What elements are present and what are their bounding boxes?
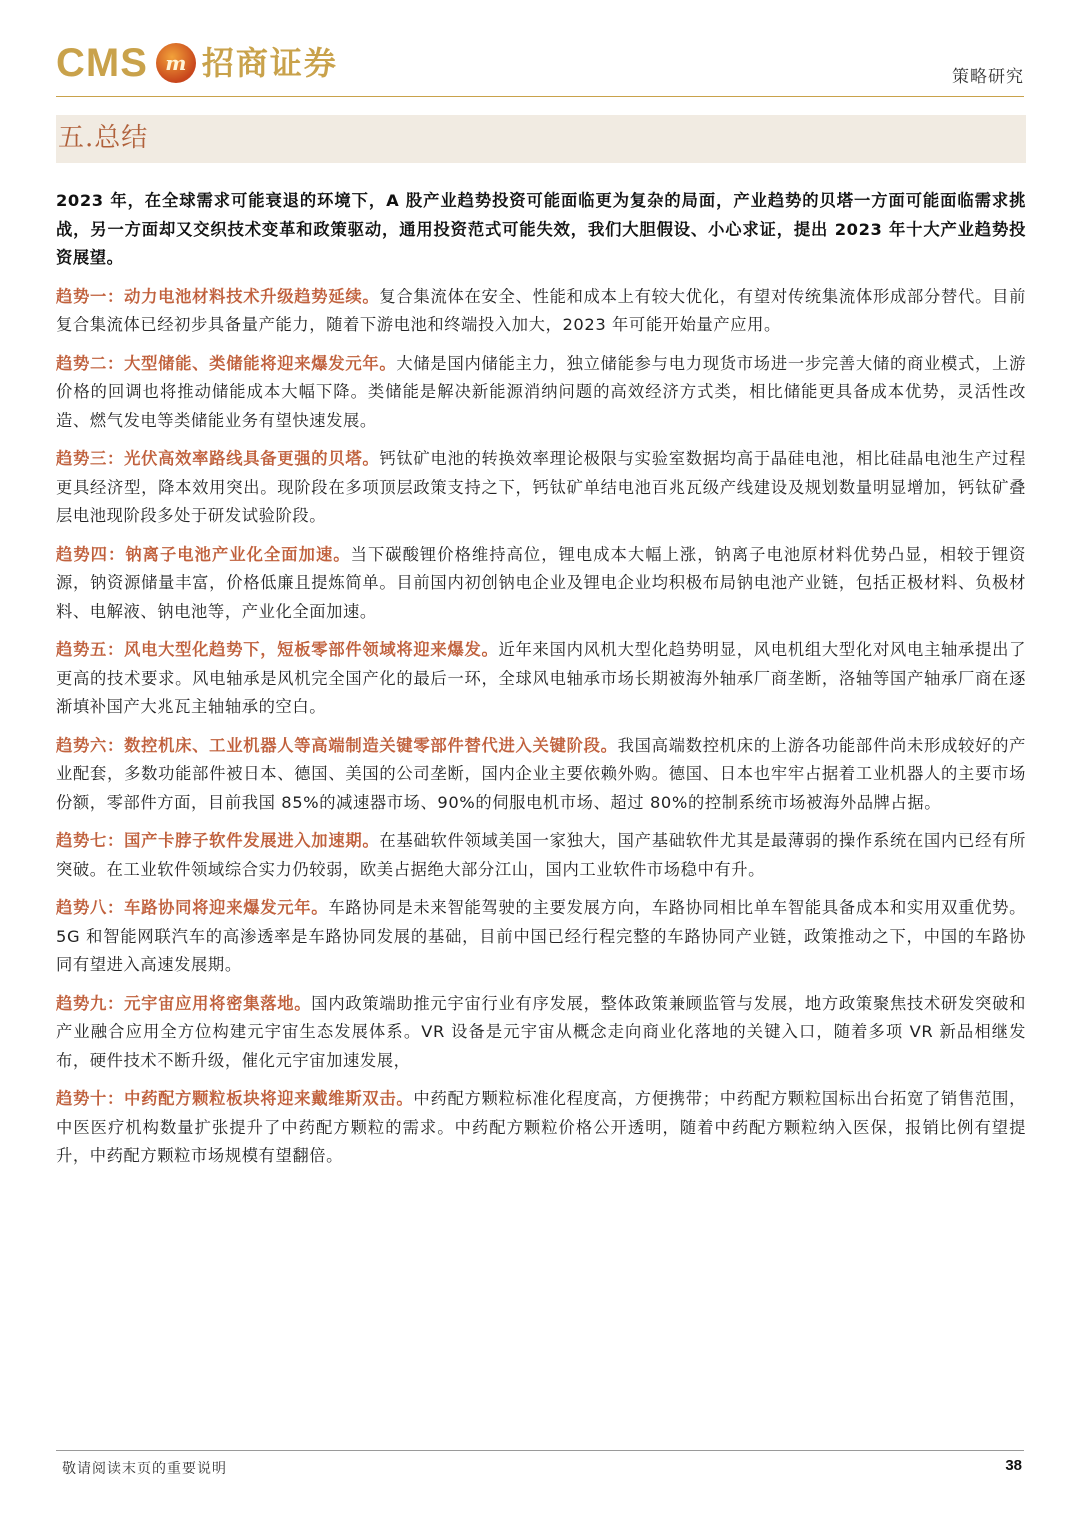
section-title: 五.总结 [58,123,149,153]
trend-paragraph-7 [56,827,1026,884]
report-category: 策略研究 [952,67,1024,87]
trend-body: 中药配方颗粒标准化程度高，方便携带；中药配方颗粒国标出台拓宽了销售范围，中医医疗机构数量扩张提升了中药配方颗粒的需求。中药配方颗粒价格公开透明，随着中药配方颗粒纳入医保，报销比例有望提升，中药配方颗粒市场规模有望翻倍。 [56,1089,1026,1165]
footer-divider [56,1450,1024,1451]
trend-paragraph-6 [56,732,1026,818]
trend-heading: 趋势六：数控机床、工业机器人等高端制造关键零部件替代进入关键阶段。 [56,735,618,755]
trend-paragraph-2 [56,350,1026,436]
trend-body: 复合集流体在安全、性能和成本上有较大优化，有望对传统集流体形成部分替代。目前复合集流体已经初步具备量产能力，随着下游电池和终端投入加大，2023 年可能开始量产应用。 [56,286,1027,334]
logo-badge-icon: m [156,43,196,83]
logo-company-name: 招商证券 [201,44,338,82]
trend-heading: 趋势九：元宇宙应用将密集落地。 [56,993,312,1013]
page-header [56,38,1024,98]
trend-body: 当下碳酸锂价格维持高位，锂电成本大幅上涨，钠离子电池原材料优势凸显，相较于锂资源，钠资源储量丰富，价格低廉且提炼简单。目前国内初创钠电企业及锂电企业均积极布局钠电池产业链，包括正极材料、负极材料、电解液、钠电池等，产业化全面加速。 [56,544,1027,621]
trend-paragraph-8 [56,894,1026,980]
trend-paragraph-9 [56,990,1026,1076]
trend-body: 钙钛矿电池的转换效率理论极限与实验室数据均高于晶硅电池，相比硅晶电池生产过程更具经济型，降本效用突出。现阶段在多项顶层政策支持之下，钙钛矿单结电池百兆瓦级产线建设及规划数量明显增加，钙钛矿叠层电池现阶段多处于研发试验阶段。 [56,449,1027,525]
trend-heading: 趋势七：国产卡脖子软件发展进入加速期。 [56,831,380,850]
main-content [56,187,1026,1181]
page-number: 38 [1005,1457,1022,1474]
trend-paragraph-3 [56,445,1026,531]
trend-heading: 趋势四：钠离子电池产业化全面加速。 [56,544,351,564]
trend-heading: 趋势八：车路协同将迎来爆发元年。 [56,898,329,917]
logo-cms-text: CMS [56,41,148,85]
trend-heading: 趋势三：光伏高效率路线具备更强的贝塔。 [56,449,380,468]
trend-body: 在基础软件领域美国一家独大，国产基础软件尤其是最薄弱的操作系统在国内已经有所突破。在工业软件领域综合实力仍较弱，欧美占据绝大部分江山，国内工业软件市场稳中有升。 [56,831,1027,879]
trend-body: 车路协同是未来智能驾驶的主要发展方向，车路协同相比单车智能具备成本和实用双重优势。5G 和智能网联汽车的高渗透率是车路协同发展的基础，目前中国已经行程完整的车路协同产业链，政策推动之下，中国的车路协同有望进入高速发展期。 [56,898,1026,974]
trend-heading: 趋势十：中药配方颗粒板块将迎来戴维斯双击。 [56,1089,414,1108]
trend-body: 近年来国内风机大型化趋势明显，风电机组大型化对风电主轴承提出了更高的技术要求。风电轴承是风机完全国产化的最后一环，全球风电轴承市场长期被海外轴承厂商垄断，洛轴等国产轴承厂商在逐渐填补国产大兆瓦主轴轴承的空白。 [56,640,1026,716]
trend-paragraph-10 [56,1085,1026,1171]
intro-paragraph: 2023 年，在全球需求可能衰退的环境下，A 股产业趋势投资可能面临更为复杂的局面，产业趋势的贝塔一方面可能面临需求挑战，另一方面却又交织技术变革和政策驱动，通用投资范式可能失效，我们大胆假设、小心求证，提出 2023 年十大产业趋势投资展望。 [56,191,1026,267]
trend-paragraph-1 [56,283,1026,340]
trend-body: 我国高端数控机床的上游各功能部件尚未形成较好的产业配套，多数功能部件被日本、德国、美国的公司垄断，国内企业主要依赖外购。德国、日本也牢牢占据着工业机器人的主要市场份额，零部件方面，目前我国 85%的减速器市场、90%的伺服电机市场、超过 80%的控制系统市场被海外品牌占据。 [56,735,1026,812]
trend-body: 大储是国内储能主力，独立储能参与电力现货市场进一步完善大储的商业模式，上游价格的回调也将推动储能成本大幅下降。类储能是解决新能源消纳问题的高效经济方式类，相比储能更具备成本优势，灵活性改造、燃气发电等类储能业务有望快速发展。 [56,353,1026,430]
trend-heading: 趋势一：动力电池材料技术升级趋势延续。 [56,286,380,306]
trend-heading: 趋势二：大型储能、类储能将迎来爆发元年。 [56,353,397,373]
trend-body: 国内政策端助推元宇宙行业有序发展，整体政策兼顾监管与发展，地方政策聚焦技术研发突破和产业融合应用全方位构建元宇宙生态发展体系。VR 设备是元宇宙从概念走向商业化落地的关键入口，随着多项 VR 新品相继发布，硬件技术不断升级，催化元宇宙加速发展， [56,993,1026,1070]
cms-logo [56,38,338,88]
trend-paragraph-4 [56,541,1026,627]
trend-paragraph-5 [56,636,1026,722]
header-divider [56,96,1024,97]
section-header [56,115,1026,163]
trend-heading: 趋势五：风电大型化趋势下，短板零部件领域将迎来爆发。 [56,640,499,659]
footer-disclaimer: 敬请阅读末页的重要说明 [62,1461,227,1477]
